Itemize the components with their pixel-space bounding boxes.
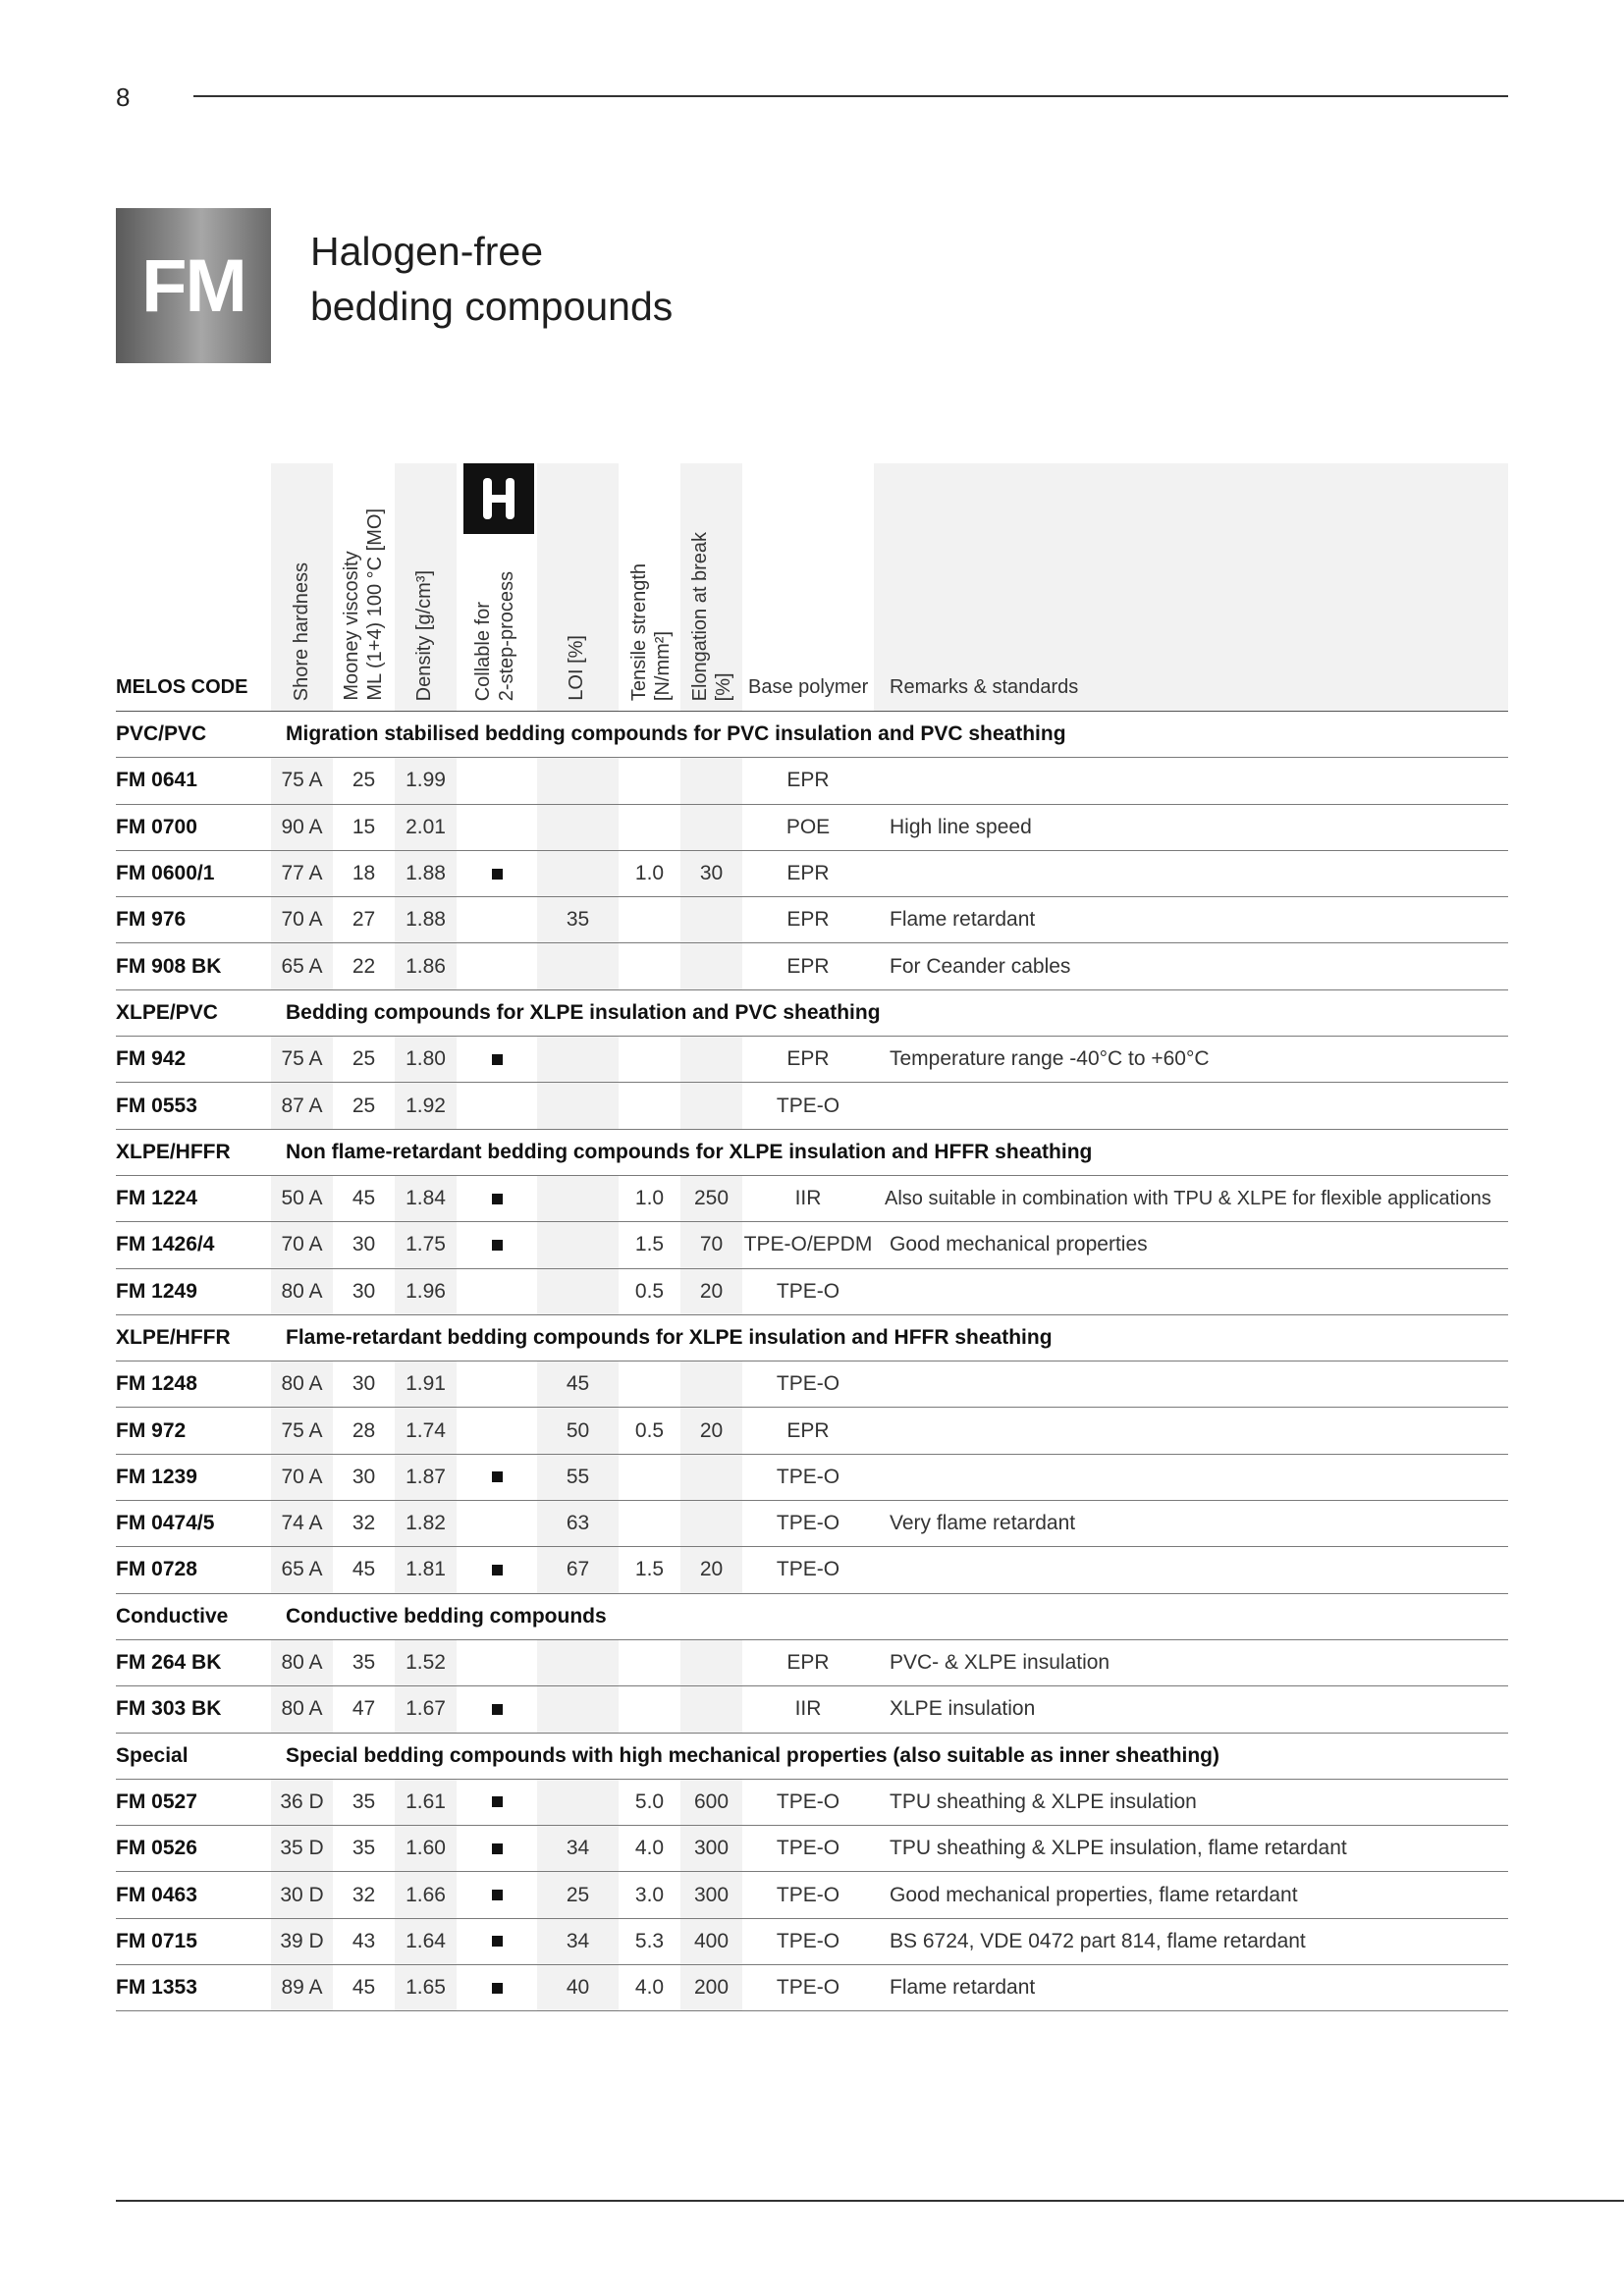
table-row bbox=[116, 1780, 1508, 1826]
melos-code: FM 1224 bbox=[116, 1187, 197, 1210]
density-cell: 1.64 bbox=[395, 1919, 457, 1964]
polymer-cell: TPE-O bbox=[776, 1883, 840, 1906]
tensile-cell bbox=[619, 1501, 680, 1546]
group-label: XLPE/PVC bbox=[116, 1000, 218, 1024]
table-row bbox=[116, 1083, 1508, 1129]
remarks-cell: TPU sheathing & XLPE insulation bbox=[890, 1789, 1197, 1813]
polymer-cell: IIR bbox=[794, 1697, 822, 1721]
mooney-cell: 18 bbox=[352, 862, 376, 885]
mooney-cell: 45 bbox=[352, 1187, 376, 1210]
header-tensile: Tensile strength [N/mm²] bbox=[628, 562, 674, 701]
loi-cell bbox=[537, 1640, 619, 1685]
mooney-cell: 30 bbox=[352, 1233, 376, 1256]
polymer-cell: TPE-O bbox=[776, 1789, 840, 1813]
melos-code: FM 0700 bbox=[116, 815, 197, 838]
tensile-cell: 0.5 bbox=[634, 1279, 665, 1303]
elong-cell: 250 bbox=[680, 1176, 742, 1221]
group-description: Migration stabilised bedding compounds for PVC insulation and PVC sheathing bbox=[286, 722, 1066, 746]
table-row bbox=[116, 943, 1508, 989]
polymer-cell: TPE-O bbox=[776, 1512, 840, 1535]
bottom-rule bbox=[116, 2200, 1624, 2202]
header-loi: LOI [%] bbox=[566, 635, 587, 701]
collable-cell bbox=[457, 1362, 537, 1407]
shore-cell: 80 A bbox=[271, 1362, 333, 1407]
table-header bbox=[116, 463, 1508, 712]
group-description: Non flame-retardant bedding compounds for XLPE insulation and HFFR sheathing bbox=[286, 1140, 1093, 1163]
elong-cell: 20 bbox=[680, 1408, 742, 1453]
collable-cell bbox=[457, 1269, 537, 1314]
remarks-cell: TPU sheathing & XLPE insulation, flame retardant bbox=[890, 1837, 1347, 1860]
group-description: Bedding compounds for XLPE insulation and PVC sheathing bbox=[286, 1000, 881, 1024]
fm-badge bbox=[116, 208, 271, 363]
tensile-cell: 0.5 bbox=[634, 1418, 665, 1442]
tensile-cell bbox=[619, 1037, 680, 1082]
collable-cell bbox=[457, 1965, 537, 2010]
remarks-cell bbox=[890, 851, 1508, 896]
collable-cell bbox=[457, 1780, 537, 1825]
collable-marker-icon bbox=[492, 1194, 503, 1204]
tensile-cell: 4.0 bbox=[634, 1976, 665, 2000]
loi-cell bbox=[537, 1269, 619, 1314]
table-row bbox=[116, 1362, 1508, 1408]
melos-code: FM 264 BK bbox=[116, 1651, 222, 1675]
remarks-cell: Temperature range -40°C to +60°C bbox=[890, 1047, 1210, 1071]
collable-cell bbox=[457, 805, 537, 850]
density-cell: 1.88 bbox=[395, 897, 457, 942]
elong-cell bbox=[680, 758, 742, 803]
title-line-1: Halogen-free bbox=[310, 229, 544, 274]
collable-marker-icon bbox=[492, 1983, 503, 1994]
loi-cell: 55 bbox=[537, 1455, 619, 1500]
collable-marker-icon bbox=[492, 869, 503, 880]
polymer-cell: TPE-O bbox=[776, 1976, 840, 2000]
group-row bbox=[116, 1130, 1508, 1176]
header-shore: Shore hardness bbox=[291, 561, 312, 701]
remarks-cell: Flame retardant bbox=[890, 1976, 1036, 2000]
polymer-cell: TPE-O bbox=[776, 1465, 840, 1488]
polymer-cell: EPR bbox=[786, 1418, 830, 1442]
mooney-cell: 45 bbox=[352, 1558, 376, 1581]
shore-cell: 30 D bbox=[271, 1872, 333, 1917]
mooney-cell: 35 bbox=[352, 1789, 376, 1813]
elong-cell bbox=[680, 1362, 742, 1407]
density-cell: 1.88 bbox=[395, 851, 457, 896]
mooney-cell: 30 bbox=[352, 1465, 376, 1488]
collable-cell bbox=[457, 1919, 537, 1964]
group-row bbox=[116, 1315, 1508, 1362]
collable-cell bbox=[457, 1408, 537, 1453]
compound-table bbox=[116, 463, 1508, 2011]
melos-code: FM 0641 bbox=[116, 769, 197, 792]
polymer-cell: EPR bbox=[786, 1651, 830, 1675]
mooney-cell: 15 bbox=[352, 815, 376, 838]
shore-cell: 35 D bbox=[271, 1826, 333, 1871]
density-cell: 1.96 bbox=[395, 1269, 457, 1314]
table-row bbox=[116, 1826, 1508, 1872]
mooney-cell: 25 bbox=[352, 1047, 376, 1071]
polymer-cell: EPR bbox=[786, 769, 830, 792]
top-rule bbox=[193, 95, 1508, 97]
collable-marker-icon bbox=[492, 1704, 503, 1715]
table-row bbox=[116, 1965, 1508, 2011]
density-cell: 1.92 bbox=[395, 1083, 457, 1128]
collable-cell bbox=[457, 758, 537, 803]
tensile-cell: 4.0 bbox=[634, 1837, 665, 1860]
mooney-cell: 25 bbox=[352, 1094, 376, 1117]
shore-cell: 75 A bbox=[271, 1037, 333, 1082]
melos-code: FM 0715 bbox=[116, 1929, 197, 1952]
collable-cell bbox=[457, 1640, 537, 1685]
elong-cell bbox=[680, 943, 742, 988]
remarks-cell: BS 6724, VDE 0472 part 814, flame retardant bbox=[890, 1929, 1306, 1952]
tensile-cell: 1.0 bbox=[634, 862, 665, 885]
melos-code: FM 942 bbox=[116, 1047, 187, 1071]
page-number: 8 bbox=[116, 82, 131, 112]
remarks-cell: Also suitable in combination with TPU & XLPE for flexible applications bbox=[885, 1187, 1491, 1209]
collable-cell bbox=[457, 1826, 537, 1871]
density-cell: 1.99 bbox=[395, 758, 457, 803]
header-elongation: Elongation at break [%] bbox=[689, 531, 734, 701]
collable-marker-icon bbox=[492, 1240, 503, 1251]
density-cell: 1.81 bbox=[395, 1547, 457, 1592]
h-process-icon bbox=[463, 463, 534, 534]
melos-code: FM 0728 bbox=[116, 1558, 197, 1581]
mooney-cell: 35 bbox=[352, 1837, 376, 1860]
melos-code: FM 1249 bbox=[116, 1279, 197, 1303]
mooney-cell: 32 bbox=[352, 1512, 376, 1535]
elong-cell bbox=[680, 1455, 742, 1500]
elong-cell: 300 bbox=[680, 1826, 742, 1871]
elong-cell bbox=[680, 897, 742, 942]
collable-cell bbox=[457, 1176, 537, 1221]
tensile-cell: 5.0 bbox=[634, 1789, 665, 1813]
loi-cell bbox=[537, 1176, 619, 1221]
elong-cell bbox=[680, 1501, 742, 1546]
melos-code: FM 976 bbox=[116, 908, 187, 932]
header-collable: Collable for 2-step-process bbox=[472, 570, 517, 701]
density-cell: 2.01 bbox=[395, 805, 457, 850]
tensile-cell bbox=[619, 943, 680, 988]
group-row bbox=[116, 990, 1508, 1037]
elong-cell: 200 bbox=[680, 1965, 742, 2010]
melos-code: FM 0526 bbox=[116, 1837, 197, 1860]
header-density: Density [g/cm³] bbox=[413, 569, 435, 701]
tensile-cell bbox=[619, 1686, 680, 1732]
polymer-cell: TPE-O bbox=[776, 1837, 840, 1860]
loi-cell bbox=[537, 1037, 619, 1082]
mooney-cell: 47 bbox=[352, 1697, 376, 1721]
collable-marker-icon bbox=[492, 1936, 503, 1947]
remarks-cell: PVC- & XLPE insulation bbox=[890, 1651, 1110, 1675]
mooney-cell: 27 bbox=[352, 908, 376, 932]
elong-cell: 20 bbox=[680, 1269, 742, 1314]
group-row bbox=[116, 1594, 1508, 1640]
mooney-cell: 22 bbox=[352, 954, 376, 978]
shore-cell: 77 A bbox=[271, 851, 333, 896]
mooney-cell: 45 bbox=[352, 1976, 376, 2000]
remarks-cell bbox=[890, 1455, 1508, 1500]
shore-cell: 70 A bbox=[271, 1455, 333, 1500]
loi-cell: 35 bbox=[537, 897, 619, 942]
badge-text: FM bbox=[141, 243, 245, 328]
melos-code: FM 0527 bbox=[116, 1789, 197, 1813]
loi-cell bbox=[537, 943, 619, 988]
group-description: Conductive bedding compounds bbox=[286, 1604, 607, 1628]
elong-cell: 300 bbox=[680, 1872, 742, 1917]
polymer-cell: TPE-O bbox=[776, 1094, 840, 1117]
group-label: XLPE/HFFR bbox=[116, 1326, 231, 1349]
collable-cell bbox=[457, 897, 537, 942]
loi-cell bbox=[537, 805, 619, 850]
mooney-cell: 30 bbox=[352, 1279, 376, 1303]
loi-cell: 45 bbox=[537, 1362, 619, 1407]
loi-cell bbox=[537, 1780, 619, 1825]
elong-cell bbox=[680, 1640, 742, 1685]
tensile-cell bbox=[619, 1455, 680, 1500]
melos-code: FM 1248 bbox=[116, 1372, 197, 1396]
polymer-cell: TPE-O bbox=[776, 1279, 840, 1303]
collable-marker-icon bbox=[492, 1843, 503, 1854]
shore-cell: 70 A bbox=[271, 897, 333, 942]
collable-cell bbox=[457, 1501, 537, 1546]
density-cell: 1.84 bbox=[395, 1176, 457, 1221]
title-line-2: bedding compounds bbox=[310, 284, 674, 329]
melos-code: FM 303 BK bbox=[116, 1697, 222, 1721]
polymer-cell: TPE-O bbox=[776, 1558, 840, 1581]
collable-cell bbox=[457, 1083, 537, 1128]
shore-cell: 65 A bbox=[271, 1547, 333, 1592]
loi-cell: 50 bbox=[537, 1408, 619, 1453]
collable-marker-icon bbox=[492, 1565, 503, 1575]
remarks-cell bbox=[890, 1547, 1508, 1592]
collable-cell bbox=[457, 1222, 537, 1267]
table-row bbox=[116, 1919, 1508, 1965]
shore-cell: 75 A bbox=[271, 1408, 333, 1453]
table-row bbox=[116, 1269, 1508, 1315]
mooney-cell: 25 bbox=[352, 769, 376, 792]
melos-code: FM 0553 bbox=[116, 1094, 197, 1117]
melos-code: FM 0463 bbox=[116, 1883, 197, 1906]
density-cell: 1.75 bbox=[395, 1222, 457, 1267]
shore-cell: 39 D bbox=[271, 1919, 333, 1964]
loi-cell bbox=[537, 1686, 619, 1732]
table-row bbox=[116, 1501, 1508, 1547]
collable-marker-icon bbox=[492, 1796, 503, 1807]
remarks-cell: For Ceander cables bbox=[890, 954, 1071, 978]
tensile-cell: 5.3 bbox=[634, 1929, 665, 1952]
page-title bbox=[310, 224, 673, 334]
melos-code: FM 0600/1 bbox=[116, 862, 215, 885]
melos-code: FM 908 BK bbox=[116, 954, 222, 978]
table-row bbox=[116, 1408, 1508, 1454]
remarks-cell: Good mechanical properties, flame retardant bbox=[890, 1883, 1298, 1906]
table-row bbox=[116, 1547, 1508, 1593]
table-row bbox=[116, 805, 1508, 851]
mooney-cell: 43 bbox=[352, 1929, 376, 1952]
table-row bbox=[116, 1872, 1508, 1918]
elong-cell: 70 bbox=[680, 1222, 742, 1267]
collable-cell bbox=[457, 1686, 537, 1732]
density-cell: 1.61 bbox=[395, 1780, 457, 1825]
table-row bbox=[116, 1640, 1508, 1686]
remarks-cell: XLPE insulation bbox=[890, 1697, 1036, 1721]
melos-code: FM 972 bbox=[116, 1418, 187, 1442]
collable-cell bbox=[457, 1872, 537, 1917]
tensile-cell bbox=[619, 805, 680, 850]
mooney-cell: 32 bbox=[352, 1883, 376, 1906]
table-row bbox=[116, 1176, 1508, 1222]
group-row bbox=[116, 712, 1508, 758]
collable-cell bbox=[457, 851, 537, 896]
tensile-cell: 3.0 bbox=[634, 1883, 665, 1906]
melos-code: FM 1239 bbox=[116, 1465, 197, 1488]
elong-cell bbox=[680, 805, 742, 850]
group-label: Conductive bbox=[116, 1604, 229, 1628]
density-cell: 1.65 bbox=[395, 1965, 457, 2010]
remarks-cell bbox=[890, 1408, 1508, 1453]
shore-cell: 80 A bbox=[271, 1269, 333, 1314]
polymer-cell: POE bbox=[785, 815, 831, 838]
polymer-cell: TPE-O bbox=[776, 1929, 840, 1952]
density-cell: 1.82 bbox=[395, 1501, 457, 1546]
shore-cell: 80 A bbox=[271, 1686, 333, 1732]
shore-cell: 80 A bbox=[271, 1640, 333, 1685]
density-cell: 1.66 bbox=[395, 1872, 457, 1917]
melos-code: FM 1353 bbox=[116, 1976, 197, 2000]
density-cell: 1.74 bbox=[395, 1408, 457, 1453]
melos-code: FM 1426/4 bbox=[116, 1233, 215, 1256]
remarks-cell: Very flame retardant bbox=[890, 1512, 1076, 1535]
loi-cell: 25 bbox=[537, 1872, 619, 1917]
header-mooney: Mooney viscosity ML (1+4) 100 °C [MO] bbox=[341, 508, 386, 701]
group-label: PVC/PVC bbox=[116, 722, 207, 746]
remarks-cell bbox=[890, 1269, 1508, 1314]
shore-cell: 87 A bbox=[271, 1083, 333, 1128]
loi-cell: 63 bbox=[537, 1501, 619, 1546]
group-label: XLPE/HFFR bbox=[116, 1140, 231, 1163]
header-code: MELOS CODE bbox=[116, 676, 248, 698]
elong-cell: 20 bbox=[680, 1547, 742, 1592]
density-cell: 1.52 bbox=[395, 1640, 457, 1685]
remarks-cell: Flame retardant bbox=[890, 908, 1036, 932]
shore-cell: 75 A bbox=[271, 758, 333, 803]
tensile-cell bbox=[619, 1083, 680, 1128]
header-polymer: Base polymer bbox=[748, 676, 869, 698]
elong-cell: 30 bbox=[680, 851, 742, 896]
polymer-cell: EPR bbox=[786, 908, 830, 932]
shore-cell: 89 A bbox=[271, 1965, 333, 2010]
table-body bbox=[116, 712, 1508, 2011]
collable-marker-icon bbox=[492, 1471, 503, 1482]
density-cell: 1.86 bbox=[395, 943, 457, 988]
remarks-cell: High line speed bbox=[890, 815, 1032, 838]
table-row bbox=[116, 1222, 1508, 1268]
polymer-cell: EPR bbox=[786, 862, 830, 885]
shore-cell: 36 D bbox=[271, 1780, 333, 1825]
collable-cell bbox=[457, 943, 537, 988]
tensile-cell bbox=[619, 897, 680, 942]
loi-cell: 67 bbox=[537, 1547, 619, 1592]
tensile-cell: 1.5 bbox=[634, 1233, 665, 1256]
mooney-cell: 35 bbox=[352, 1651, 376, 1675]
group-description: Special bedding compounds with high mechanical properties (also suitable as inner sheathing) bbox=[286, 1743, 1219, 1767]
polymer-cell: TPE-O bbox=[776, 1372, 840, 1396]
table-row bbox=[116, 758, 1508, 804]
collable-marker-icon bbox=[492, 1890, 503, 1900]
loi-cell bbox=[537, 851, 619, 896]
collable-cell bbox=[457, 1037, 537, 1082]
elong-cell bbox=[680, 1686, 742, 1732]
group-label: Special bbox=[116, 1743, 189, 1767]
polymer-cell: TPE-O/EPDM bbox=[743, 1233, 873, 1256]
tensile-cell: 1.5 bbox=[634, 1558, 665, 1581]
table-row bbox=[116, 1686, 1508, 1733]
shore-cell: 50 A bbox=[271, 1176, 333, 1221]
melos-code: FM 0474/5 bbox=[116, 1512, 215, 1535]
remarks-cell: Good mechanical properties bbox=[890, 1233, 1148, 1256]
tensile-cell bbox=[619, 1640, 680, 1685]
table-row bbox=[116, 897, 1508, 943]
shore-cell: 70 A bbox=[271, 1222, 333, 1267]
tensile-cell bbox=[619, 1362, 680, 1407]
table-row bbox=[116, 1455, 1508, 1501]
table-row bbox=[116, 851, 1508, 897]
remarks-cell bbox=[890, 1083, 1508, 1128]
shore-cell: 74 A bbox=[271, 1501, 333, 1546]
collable-cell bbox=[457, 1547, 537, 1592]
density-cell: 1.60 bbox=[395, 1826, 457, 1871]
elong-cell bbox=[680, 1083, 742, 1128]
header-remarks: Remarks & standards bbox=[890, 676, 1079, 698]
table-row bbox=[116, 1037, 1508, 1083]
loi-cell: 40 bbox=[537, 1965, 619, 2010]
mooney-cell: 30 bbox=[352, 1372, 376, 1396]
density-cell: 1.87 bbox=[395, 1455, 457, 1500]
polymer-cell: EPR bbox=[786, 954, 830, 978]
elong-cell: 400 bbox=[680, 1919, 742, 1964]
density-cell: 1.80 bbox=[395, 1037, 457, 1082]
shore-cell: 65 A bbox=[271, 943, 333, 988]
tensile-cell bbox=[619, 758, 680, 803]
mooney-cell: 28 bbox=[352, 1418, 376, 1442]
elong-cell bbox=[680, 1037, 742, 1082]
collable-cell bbox=[457, 1455, 537, 1500]
loi-cell: 34 bbox=[537, 1919, 619, 1964]
remarks-cell bbox=[890, 1362, 1508, 1407]
collable-marker-icon bbox=[492, 1054, 503, 1065]
density-cell: 1.91 bbox=[395, 1362, 457, 1407]
remarks-cell bbox=[890, 758, 1508, 803]
loi-cell bbox=[537, 758, 619, 803]
loi-cell: 34 bbox=[537, 1826, 619, 1871]
loi-cell bbox=[537, 1222, 619, 1267]
elong-cell: 600 bbox=[680, 1780, 742, 1825]
tensile-cell: 1.0 bbox=[634, 1187, 665, 1210]
density-cell: 1.67 bbox=[395, 1686, 457, 1732]
group-row bbox=[116, 1734, 1508, 1780]
shore-cell: 90 A bbox=[271, 805, 333, 850]
group-description: Flame-retardant bedding compounds for XLPE insulation and HFFR sheathing bbox=[286, 1326, 1053, 1349]
polymer-cell: EPR bbox=[786, 1047, 830, 1071]
polymer-cell: IIR bbox=[794, 1187, 822, 1210]
loi-cell bbox=[537, 1083, 619, 1128]
